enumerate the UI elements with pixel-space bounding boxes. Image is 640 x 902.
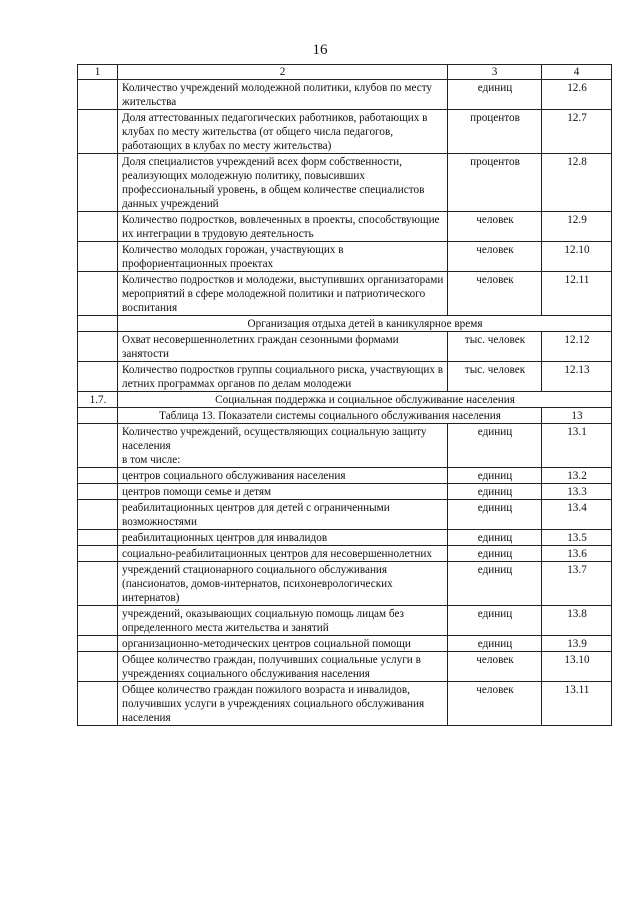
table-row bbox=[78, 272, 612, 316]
table-row bbox=[78, 682, 612, 726]
unit-cell: единиц bbox=[448, 546, 542, 562]
indicator-code-cell: 13.8 bbox=[542, 606, 612, 636]
indicator-name-cell: учреждений, оказывающих социальную помощь лицам без определенного места жительства и занятий bbox=[118, 606, 448, 636]
row-number-cell bbox=[78, 332, 118, 362]
row-number-cell bbox=[78, 468, 118, 484]
column-header-row bbox=[78, 65, 612, 80]
indicator-code-cell: 13.1 bbox=[542, 424, 612, 468]
row-number-cell bbox=[78, 530, 118, 546]
indicator-code-cell: 13.10 bbox=[542, 652, 612, 682]
unit-cell: единиц bbox=[448, 484, 542, 500]
row-number-cell bbox=[78, 652, 118, 682]
table-row bbox=[78, 530, 612, 546]
row-number-cell bbox=[78, 424, 118, 468]
row-number-cell bbox=[78, 500, 118, 530]
page-number: 16 bbox=[312, 42, 328, 58]
table-row bbox=[78, 500, 612, 530]
indicator-code-cell: 12.12 bbox=[542, 332, 612, 362]
table-row bbox=[78, 80, 612, 110]
table-code-cell: 13 bbox=[542, 408, 612, 424]
row-number-cell bbox=[78, 316, 118, 332]
unit-cell: единиц bbox=[448, 606, 542, 636]
row-number-cell bbox=[78, 546, 118, 562]
column-header-1: 1 bbox=[78, 65, 118, 80]
row-number-cell bbox=[78, 408, 118, 424]
indicator-code-cell: 13.7 bbox=[542, 562, 612, 606]
row-number-cell bbox=[78, 562, 118, 606]
row-number-cell bbox=[78, 212, 118, 242]
indicator-table bbox=[77, 64, 612, 726]
unit-cell: процентов bbox=[448, 154, 542, 212]
table-row bbox=[78, 110, 612, 154]
table-row bbox=[78, 424, 612, 468]
indicator-name-cell: реабилитационных центров для инвалидов bbox=[118, 530, 448, 546]
indicator-code-cell: 12.7 bbox=[542, 110, 612, 154]
indicator-code-cell: 12.10 bbox=[542, 242, 612, 272]
table-row bbox=[78, 362, 612, 392]
row-number-cell bbox=[78, 682, 118, 726]
section-number: 1.7. bbox=[78, 392, 118, 408]
row-number-cell bbox=[78, 484, 118, 500]
indicator-code-cell: 13.4 bbox=[542, 500, 612, 530]
table-row bbox=[78, 468, 612, 484]
indicator-code-cell: 12.13 bbox=[542, 362, 612, 392]
indicator-name-cell: центров помощи семье и детям bbox=[118, 484, 448, 500]
indicator-name-cell: Общее количество граждан, получивших социальные услуги в учреждениях социального обслуживания населения bbox=[118, 652, 448, 682]
indicator-code-cell: 12.11 bbox=[542, 272, 612, 316]
indicator-name-cell: реабилитационных центров для детей с ограниченными возможностями bbox=[118, 500, 448, 530]
indicator-code-cell: 13.11 bbox=[542, 682, 612, 726]
row-number-cell bbox=[78, 80, 118, 110]
indicator-name-cell: центров социального обслуживания населения bbox=[118, 468, 448, 484]
unit-cell: человек bbox=[448, 682, 542, 726]
unit-cell: человек bbox=[448, 242, 542, 272]
table-row bbox=[78, 154, 612, 212]
indicator-name-cell: Количество молодых горожан, участвующих в профориентационных проектах bbox=[118, 242, 448, 272]
column-header-4: 4 bbox=[542, 65, 612, 80]
unit-cell: единиц bbox=[448, 500, 542, 530]
unit-cell: человек bbox=[448, 212, 542, 242]
table-13-title: Таблица 13. Показатели системы социального обслуживания населения bbox=[118, 408, 542, 424]
indicator-code-cell: 13.3 bbox=[542, 484, 612, 500]
unit-cell: единиц bbox=[448, 80, 542, 110]
table-row bbox=[78, 484, 612, 500]
indicator-code-cell: 12.9 bbox=[542, 212, 612, 242]
unit-cell: тыс. человек bbox=[448, 332, 542, 362]
indicator-name-cell: социально-реабилитационных центров для несовершеннолетних bbox=[118, 546, 448, 562]
row-number-cell bbox=[78, 636, 118, 652]
unit-cell: единиц bbox=[448, 636, 542, 652]
table-row bbox=[78, 332, 612, 362]
unit-cell: единиц bbox=[448, 424, 542, 468]
indicator-name-cell: Количество подростков, вовлеченных в проекты, способствующие их интеграции в трудовую деятельность bbox=[118, 212, 448, 242]
indicator-name-cell: Охват несовершеннолетних граждан сезонными формами занятости bbox=[118, 332, 448, 362]
indicator-name-cell: учреждений стационарного социального обслуживания (пансионатов, домов-интернатов, психоневрологических интернатов) bbox=[118, 562, 448, 606]
row-number-cell bbox=[78, 362, 118, 392]
table-row bbox=[78, 242, 612, 272]
row-number-cell bbox=[78, 154, 118, 212]
row-number-cell bbox=[78, 606, 118, 636]
indicator-code-cell: 13.6 bbox=[542, 546, 612, 562]
column-header-2: 2 bbox=[118, 65, 448, 80]
indicator-name-cell: Количество подростков и молодежи, выступивших организаторами мероприятий в сфере молодежной политики и патриотического воспитания bbox=[118, 272, 448, 316]
indicator-name-cell: Количество учреждений, осуществляющих социальную защиту населения в том числе: bbox=[118, 424, 448, 468]
indicator-name-cell: Общее количество граждан пожилого возраста и инвалидов, получивших услуги в учреждениях социального обслуживания населения bbox=[118, 682, 448, 726]
row-number-cell bbox=[78, 110, 118, 154]
table-row bbox=[78, 652, 612, 682]
unit-cell: единиц bbox=[448, 530, 542, 546]
unit-cell: единиц bbox=[448, 468, 542, 484]
indicator-name-cell: Количество учреждений молодежной политики, клубов по месту жительства bbox=[118, 80, 448, 110]
unit-cell: человек bbox=[448, 272, 542, 316]
subsection-title-row bbox=[78, 316, 612, 332]
indicator-name-cell: Доля аттестованных педагогических работников, работающих в клубах по месту жительства (от общего числа педагогов, работающих в клубах по месту жительства) bbox=[118, 110, 448, 154]
table-row bbox=[78, 212, 612, 242]
row-number-cell bbox=[78, 242, 118, 272]
indicator-code-cell: 12.8 bbox=[542, 154, 612, 212]
indicator-name-cell: Доля специалистов учреждений всех форм собственности, реализующих молодежную политику, повысивших профессиональный уровень, в общем количестве специалистов данных учреждений bbox=[118, 154, 448, 212]
table-13-title-row bbox=[78, 408, 612, 424]
indicator-name-cell: организационно-методических центров социальной помощи bbox=[118, 636, 448, 652]
unit-cell: человек bbox=[448, 652, 542, 682]
table-row bbox=[78, 562, 612, 606]
row-number-cell bbox=[78, 272, 118, 316]
indicator-code-cell: 12.6 bbox=[542, 80, 612, 110]
table-row bbox=[78, 606, 612, 636]
indicator-code-cell: 13.9 bbox=[542, 636, 612, 652]
section-title: Социальная поддержка и социальное обслуживание населения bbox=[118, 392, 612, 408]
unit-cell: процентов bbox=[448, 110, 542, 154]
indicator-code-cell: 13.5 bbox=[542, 530, 612, 546]
subsection-title: Организация отдыха детей в каникулярное время bbox=[118, 316, 612, 332]
table-row bbox=[78, 546, 612, 562]
unit-cell: единиц bbox=[448, 562, 542, 606]
unit-cell: тыс. человек bbox=[448, 362, 542, 392]
table-row bbox=[78, 636, 612, 652]
column-header-3: 3 bbox=[448, 65, 542, 80]
section-title-row bbox=[78, 392, 612, 408]
indicator-code-cell: 13.2 bbox=[542, 468, 612, 484]
indicator-name-cell: Количество подростков группы социального риска, участвующих в летних программах органов по делам молодежи bbox=[118, 362, 448, 392]
